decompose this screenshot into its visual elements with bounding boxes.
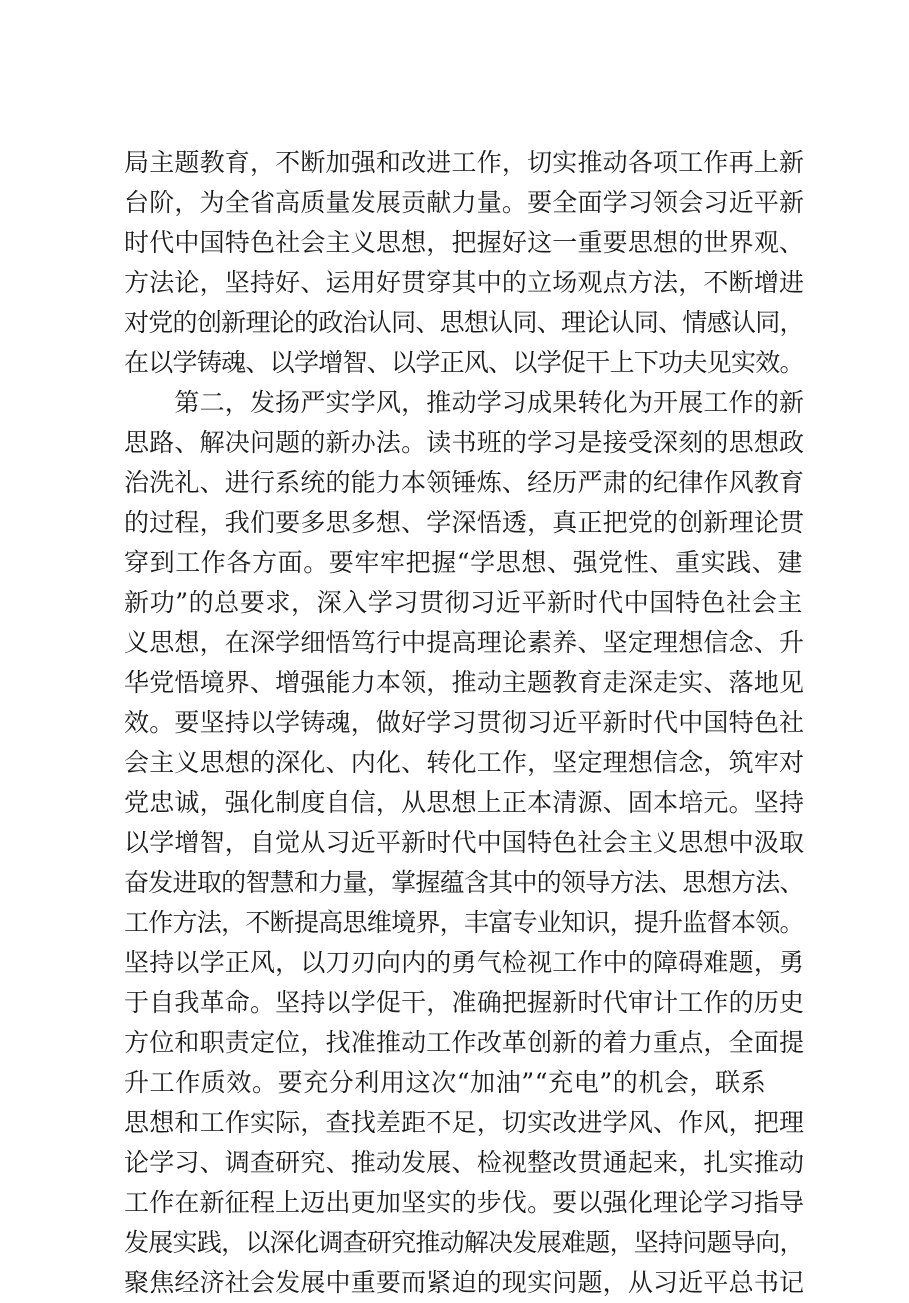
text-line: 升工作质效。要充分利用这次“加油”“充电”的机会，联系 [124,1068,767,1097]
text-line: 坚持以学正风，以刀刃向内的勇气检视工作中的障碍难题，勇 [124,948,805,977]
text-line: 治洗礼、进行系统的能力本领锤炼、经历严肃的纪律作风教育 [124,468,805,497]
text-line: 穿到工作各方面。要牢牢把握“学思想、强党性、重实践、建 [124,548,803,577]
text-line: 以学增智，自觉从习近平新时代中国特色社会主义思想中汲取 [124,828,805,857]
text-line: 在以学铸魂、以学增智、以学正风、以学促干上下功夫见实效。 [124,348,804,377]
text-line: 新功”的总要求，深入学习贯彻习近平新时代中国特色社会主 [124,588,803,617]
text-line: 对党的创新理论的政治认同、思想认同、理论认同、情感认同， [124,308,804,337]
text-line: 于自我革命。坚持以学促干，准确把握新时代审计工作的历史 [124,988,805,1017]
text-line: 台阶，为全省高质量发展贡献力量。要全面学习领会习近平新 [124,188,805,217]
text-line: 思想和工作实际，查找差距不足，切实改进学风、作风，把理 [124,1108,805,1137]
text-line: 第二，发扬严实学风，推动学习成果转化为开展工作的新 [124,388,805,417]
text-line: 思路、解决问题的新办法。读书班的学习是接受深刻的思想政 [124,428,805,457]
text-line: 论学习、调查研究、推动发展、检视整改贯通起来，扎实推动 [124,1148,805,1177]
text-line: 义思想，在深学细悟笃行中提高理论素养、坚定理想信念、升 [124,628,805,657]
text-line: 局主题教育，不断加强和改进工作，切实推动各项工作再上新 [124,148,805,177]
text-line: 华党悟境界、增强能力本领，推动主题教育走深走实、落地见 [124,668,805,697]
text-line: 工作方法，不断提高思维境界，丰富专业知识，提升监督本领。 [124,908,804,937]
text-line: 党忠诚，强化制度自信，从思想上正本清源、固本培元。坚持 [124,788,805,817]
text-line: 发展实践，以深化调查研究推动解决发展难题，坚持问题导向， [124,1228,804,1257]
text-line: 方法论，坚持好、运用好贯穿其中的立场观点方法，不断增进 [124,268,805,297]
text-line: 方位和职责定位，找准推动工作改革创新的着力重点，全面提 [124,1028,805,1057]
text-line: 会主义思想的深化、内化、转化工作，坚定理想信念，筑牢对 [124,748,805,777]
text-line: 工作在新征程上迈出更加坚实的步伐。要以强化理论学习指导 [124,1188,805,1217]
text-line: 奋发进取的智慧和力量，掌握蕴含其中的领导方法、思想方法、 [124,868,804,897]
text-line: 聚焦经济社会发展中重要而紧迫的现实问题，从习近平总书记 [124,1268,805,1297]
body-text [124,143,804,1303]
text-line: 时代中国特色社会主义思想，把握好这一重要思想的世界观、 [124,228,805,257]
text-line: 效。要坚持以学铸魂，做好学习贯彻习近平新时代中国特色社 [124,708,805,737]
text-line: 的过程，我们要多思多想、学深悟透，真正把党的创新理论贯 [124,508,805,537]
